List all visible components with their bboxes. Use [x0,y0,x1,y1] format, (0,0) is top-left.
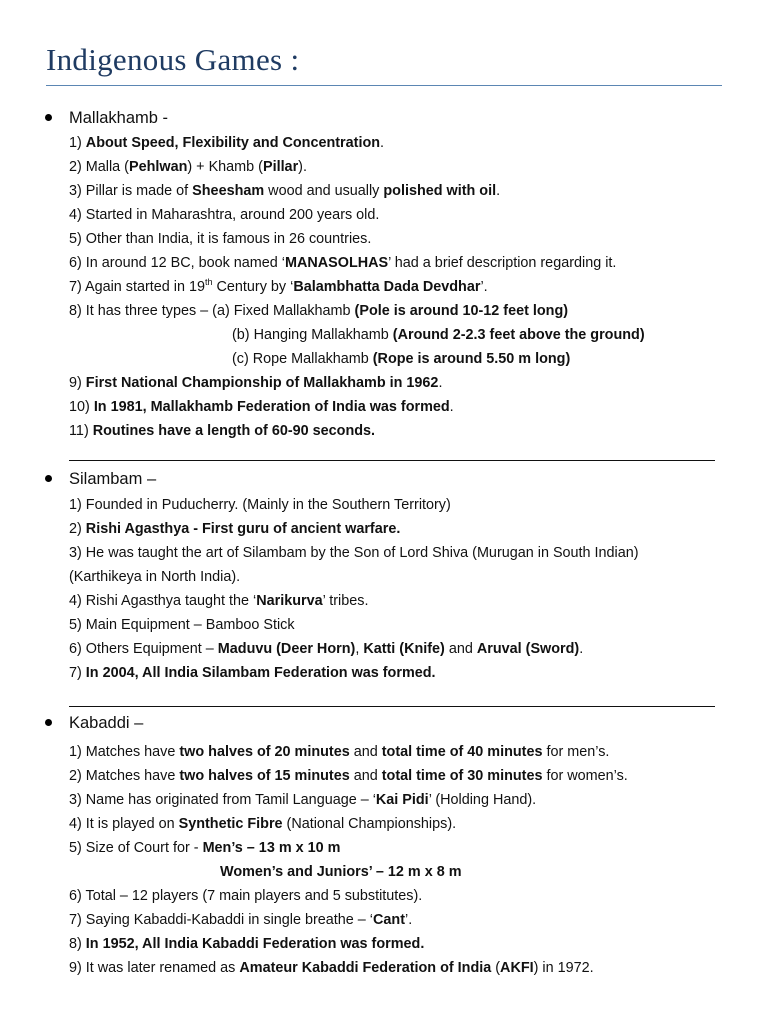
bold-text: MANASOLHAS [285,255,389,271]
title-underline [46,85,722,86]
list-item [69,640,583,658]
bold-text: Cant [373,912,405,928]
text-run: for women’s. [542,768,628,784]
text-run: and [444,641,477,657]
text-run: ). [298,159,307,175]
text-run: ) in 1972. [533,960,594,976]
text-run: (c) Rope Mallakhamb [232,351,373,367]
bold-text: Men’s – 13 m x 10 m [202,840,341,856]
text-run: 6) Others Equipment – [69,641,218,657]
text-run: 1) Founded in Puducherry. (Mainly in the Southern Territory) [69,497,451,513]
list-item [69,616,295,634]
text-run: 4) It is played on [69,816,179,832]
list-item [69,839,340,857]
text-run: 5) Main Equipment – Bamboo Stick [69,617,295,633]
text-run: 9) It was later renamed as [69,960,240,976]
list-item [69,520,400,538]
list-item [220,863,462,881]
section-heading-mallakhamb: Mallakhamb - [45,109,168,128]
section-heading-silambam: Silambam – [45,470,156,489]
text-run: . [438,375,443,391]
text-run: 1) [69,135,86,151]
list-item [69,664,436,682]
text-run: 5) Size of Court for - [69,840,203,856]
bold-text: (Pole is around 10-12 feet long) [354,303,569,319]
bold-text: In 2004, All India Silambam Federation was formed. [85,665,436,681]
text-run: 3) Pillar is made of [69,183,193,199]
page-title: Indigenous Games : [46,42,300,77]
bold-text: Sheesham [192,183,265,199]
bold-text: total time of 30 minutes [381,768,543,784]
list-item [69,278,488,296]
list-item [232,350,570,368]
text-run: 2) [69,521,86,537]
bold-text: About Speed, Flexibility and Concentration [85,135,381,151]
list-item [69,134,384,152]
list-item [69,302,568,320]
list-item [232,326,645,344]
text-run: 7) Saying Kabaddi-Kabaddi in single breathe – ‘ [69,912,374,928]
text-run: 8) [69,936,86,952]
bold-text: Katti (Knife) [363,641,445,657]
text-run: 2) Malla ( [69,159,129,175]
bold-text: Women’s and Juniors’ – 12 m x 8 m [220,864,462,880]
text-run: 2) Matches have [69,768,180,784]
list-item [69,743,609,761]
bold-text: Amateur Kabaddi Federation of India [239,960,492,976]
bold-text: (Around 2-2.3 feet above the ground) [392,327,645,343]
bold-text: Aruval (Sword) [476,641,580,657]
list-item [69,398,454,416]
bold-text: First National Championship of Mallakhamb in 1962 [85,375,439,391]
bold-text: Pillar [262,159,299,175]
bold-text: two halves of 20 minutes [179,744,350,760]
text-run: ’. [480,279,488,295]
list-item [69,544,639,562]
list-item [69,959,594,977]
text-run: for men’s. [542,744,610,760]
text-run: Century by ‘ [212,279,294,295]
text-run: 8) It has three types – (a) Fixed Mallakhamb [69,303,355,319]
list-item [69,374,442,392]
text-run: 9) [69,375,86,391]
text-run: ) + Khamb ( [187,159,263,175]
bold-text: Rishi Agasthya - First guru of ancient warfare. [85,521,401,537]
bold-text: In 1981, Mallakhamb Federation of India was formed [93,399,450,415]
list-item [69,158,307,176]
text-run: 4) Rishi Agasthya taught the ‘ [69,593,257,609]
text-run: (National Championships). [282,816,457,832]
list-item [69,254,616,272]
bold-text: (Rope is around 5.50 m long) [372,351,571,367]
bold-text: AKFI [500,960,534,976]
list-item [69,496,451,514]
text-run: 7) Again started in 19 [69,279,206,295]
section-divider [69,460,715,461]
bullet-icon [45,114,52,121]
section-heading-kabaddi: Kabaddi – [45,714,143,733]
text-run: , [355,641,364,657]
bold-text: Maduvu (Deer Horn) [217,641,356,657]
list-item [69,230,371,248]
text-run: ’ tribes. [322,593,369,609]
bold-text: Routines have a length of 60-90 seconds. [92,423,376,439]
text-run: 4) Started in Maharashtra, around 200 years old. [69,207,380,223]
list-item [69,791,536,809]
list-item [69,911,412,929]
text-run: 7) [69,665,86,681]
bold-text: two halves of 15 minutes [179,768,350,784]
text-run: ’ (Holding Hand). [428,792,537,808]
text-run: 11) [69,423,93,439]
text-run: ’ had a brief description regarding it. [388,255,617,271]
bold-text: polished with oil [383,183,497,199]
text-run: . [380,135,385,151]
text-run: 3) Name has originated from Tamil Language – ‘ [69,792,376,808]
text-run: (b) Hanging Mallakhamb [232,327,393,343]
text-run: 10) [69,399,94,415]
section-divider [69,706,715,707]
bullet-icon [45,475,52,482]
bold-text: total time of 40 minutes [381,744,543,760]
text-run: and [349,768,382,784]
text-run: ’. [405,912,413,928]
list-item [69,592,368,610]
bold-text: Synthetic Fibre [178,816,283,832]
list-item [69,767,628,785]
text-run: 5) Other than India, it is famous in 26 countries. [69,231,372,247]
list-item [69,568,240,586]
text-run: 6) Total – 12 players (7 main players and 5 substitutes). [69,888,423,904]
text-run: 1) Matches have [69,744,180,760]
text-run: . [449,399,454,415]
bold-text: In 1952, All India Kabaddi Federation was formed. [85,936,425,952]
text-run: th [205,277,213,288]
text-run: . [579,641,584,657]
bold-text: Kai Pidi [375,792,429,808]
text-run: 3) He was taught the art of Silambam by the Son of Lord Shiva (Murugan in South Indian) [69,545,639,561]
text-run: wood and usually [264,183,384,199]
text-run: 6) In around 12 BC, book named ‘ [69,255,285,271]
text-run: (Karthikeya in North India). [69,569,241,585]
text-run: and [349,744,382,760]
text-run: . [496,183,501,199]
list-item [69,935,424,953]
list-item [69,206,379,224]
list-item [69,182,500,200]
bullet-icon [45,719,52,726]
list-item [69,422,375,440]
text-run: ( [491,960,501,976]
list-item [69,887,422,905]
bold-text: Pehlwan [128,159,188,175]
list-item [69,815,456,833]
bold-text: Balambhatta Dada Devdhar [293,279,481,295]
bold-text: Narikurva [256,593,323,609]
